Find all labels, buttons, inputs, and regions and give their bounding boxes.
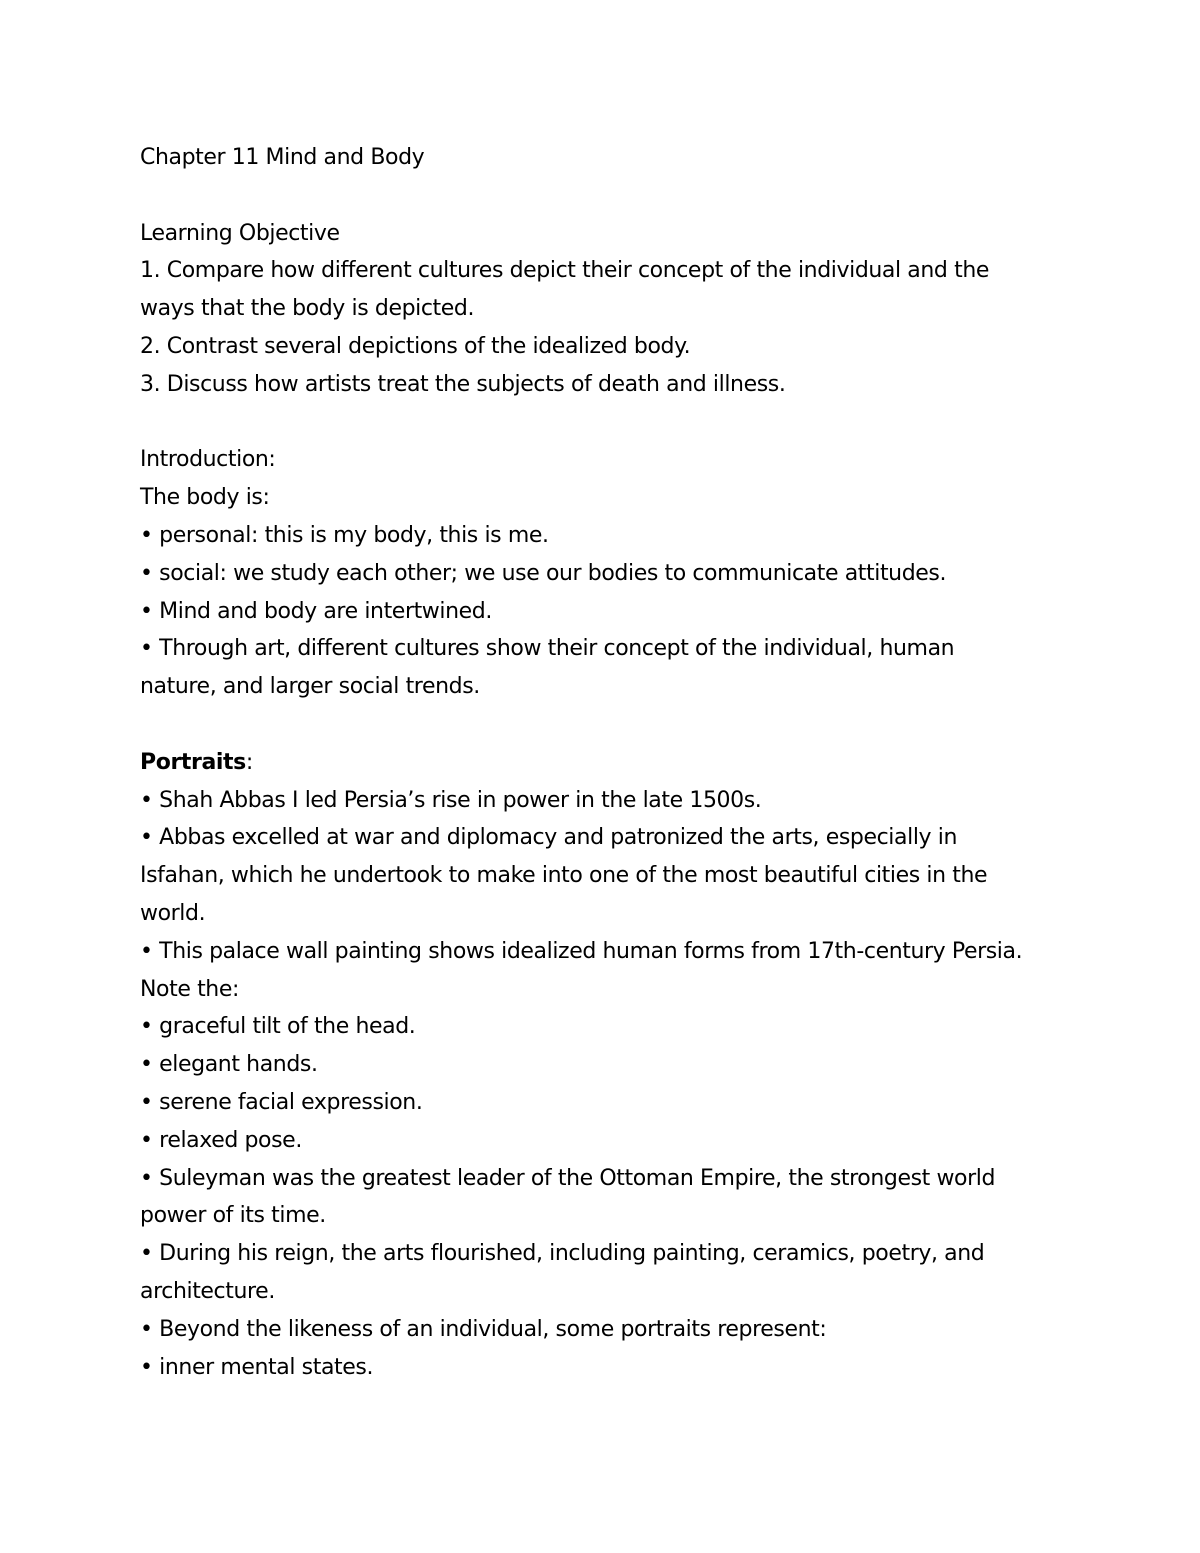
portraits-line: • graceful tilt of the head. bbox=[140, 1014, 416, 1040]
introduction-lead: The body is: bbox=[140, 485, 270, 511]
objectives-heading: Learning Objective bbox=[140, 220, 340, 246]
portraits-line: • Beyond the likeness of an individual, some portraits represent: bbox=[140, 1316, 827, 1342]
introduction-heading: Introduction: bbox=[140, 447, 276, 473]
portraits-line: • Shah Abbas I led Persia’s rise in power in the late 1500s. bbox=[140, 787, 762, 813]
portraits-heading-colon: : bbox=[245, 749, 253, 775]
portraits-line: architecture. bbox=[140, 1278, 275, 1304]
portraits-line: Isfahan, which he undertook to make into one of the most beautiful cities in the bbox=[140, 863, 988, 889]
portraits-line: world. bbox=[140, 900, 206, 926]
spacer bbox=[140, 404, 1060, 442]
portraits-line: • Suleyman was the greatest leader of the Ottoman Empire, the strongest world bbox=[140, 1165, 996, 1191]
document-body bbox=[140, 139, 1060, 1386]
portraits-line: • relaxed pose. bbox=[140, 1127, 302, 1153]
portraits-line: power of its time. bbox=[140, 1203, 326, 1229]
spacer bbox=[140, 706, 1060, 744]
portraits-line: • During his reign, the arts flourished, including painting, ceramics, poetry, and bbox=[140, 1241, 985, 1267]
document-title: Chapter 11 Mind and Body bbox=[140, 145, 425, 170]
introduction-bullet: • personal: this is my body, this is me. bbox=[140, 522, 549, 548]
portraits-line: • elegant hands. bbox=[140, 1052, 318, 1078]
objective-line: ways that the body is depicted. bbox=[140, 296, 475, 322]
portraits-heading: Portraits bbox=[140, 749, 246, 775]
portraits-line: Note the: bbox=[140, 976, 239, 1002]
introduction-bullet: • Mind and body are intertwined. bbox=[140, 598, 492, 624]
objective-line: 1. Compare how different cultures depict their concept of the individual and the bbox=[140, 258, 989, 284]
objective-line: 2. Contrast several depictions of the idealized body. bbox=[140, 333, 691, 359]
portraits-line: • Abbas excelled at war and diplomacy and patronized the arts, especially in bbox=[140, 825, 957, 851]
spacer bbox=[140, 177, 1060, 215]
introduction-bullet: nature, and larger social trends. bbox=[140, 674, 480, 700]
introduction-bullet: • social: we study each other; we use our bodies to communicate attitudes. bbox=[140, 560, 947, 586]
objective-line: 3. Discuss how artists treat the subjects of death and illness. bbox=[140, 371, 786, 397]
portraits-line: • serene facial expression. bbox=[140, 1089, 423, 1115]
introduction-bullet: • Through art, different cultures show their concept of the individual, human bbox=[140, 636, 955, 662]
portraits-line: • This palace wall painting shows idealized human forms from 17th-century Persia. bbox=[140, 938, 1023, 964]
portraits-heading-row bbox=[140, 744, 1060, 782]
portraits-line: • inner mental states. bbox=[140, 1354, 374, 1380]
